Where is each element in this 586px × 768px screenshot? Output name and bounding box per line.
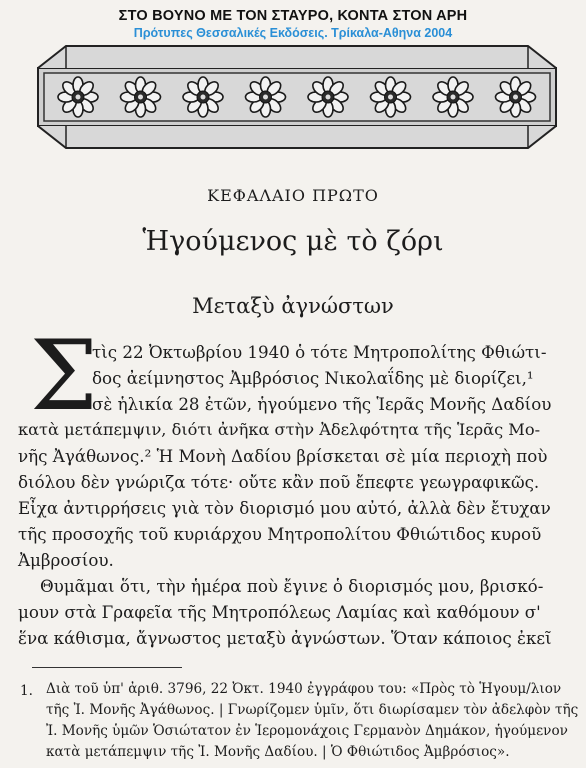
publisher-line: Πρότυπες Θεσσαλικές Εκδόσεις. Τρίκαλα-Αθηνα 2004: [133, 26, 453, 40]
rosette-ornament: [496, 77, 536, 117]
body-line: Θυμᾶμαι ὅτι, τὴν ἡμέρα ποὺ ἔγινε ὁ διορισμός μου, βρισκό-: [40, 576, 544, 596]
rosette-ornament: [433, 77, 473, 117]
body-line: νῆς Ἀγάθωνος.² Ἡ Μονὴ Δαδίου βρίσκεται σὲ μία περιοχὴ ποὺ: [18, 446, 548, 466]
section-title: Μεταξὺ ἀγνώστων: [192, 294, 394, 318]
footnote-line: κατὰ μετάπεμψιν τῆς Ἰ. Μονῆς Δαδίου. | Ὁ Φθιώτιδος Ἀμβρόσιος».: [46, 744, 510, 760]
footnote-line: Ἰ. Μονῆς ὑμῶν Ὁσιώτατον ἐν Ἱερομονάχοις Γερμανὸν Δημάκον, ἡγούμενον: [46, 723, 568, 739]
body-line: μουν στὰ Γραφεῖα τῆς Μητροπόλεως Λαμίας καὶ καθόμουν σ': [18, 602, 541, 622]
footnote-line: Διὰ τοῦ ὑπ' ἀριθ. 3796, 22 Ὀκτ. 1940 ἐγγράφου του: «Πρὸς τὸ Ἡγουμ/λιον: [46, 681, 562, 697]
rosette-ornament: [121, 77, 161, 117]
rosette-ornament: [183, 77, 223, 117]
rosette-ornament: [308, 77, 348, 117]
body-line: τῆς προσοχῆς τοῦ κυριάρχου Μητροπολίτου Φθιώτιδος κυροῦ: [18, 524, 542, 544]
chapter-label: ΚΕΦΑΛΑΙΟ ΠΡΩΤΟ: [207, 186, 379, 205]
drop-cap: Σ: [30, 320, 98, 432]
book-title: ΣΤΟ ΒΟΥΝΟ ΜΕ ΤΟΝ ΣΤΑΥΡΟ, ΚΟΝΤΑ ΣΤΟΝ ΑΡΗ: [118, 8, 468, 24]
body-line: διόλου δὲν γνώριζα τότε· οὔτε κἂν ποῦ ἔπεφτε γεωγραφικῶς.: [18, 472, 540, 492]
footnote-line: τῆς Ἰ. Μονῆς Ἀγάθωνος. | Γνωρίζομεν ὑμῖν, ὅτι διωρίσαμεν τὸν ἀδελφὸν τῆς: [46, 702, 579, 718]
body-line: τὶς 22 Ὀκτωβρίου 1940 ὁ τότε Μητροπολίτης Φθιώτι-: [92, 342, 547, 362]
rosette-ornament: [371, 77, 411, 117]
body-line: Εἶχα ἀντιρρήσεις γιὰ τὸν διορισμό μου αὐτό, ἀλλὰ δὲν ἔτυχαν: [18, 498, 551, 518]
body-line: κατὰ μετάπεμψιν, διότι ἀνῆκα στὴν Ἀδελφότητα τῆς Ἱερᾶς Μο-: [18, 420, 541, 439]
body-line: σὲ ἡλικία 28 ἐτῶν, ἡγούμενο τῆς Ἱερᾶς Μονῆς Δαδίου: [92, 394, 552, 414]
footnote-number: 1.: [20, 683, 33, 699]
rosette-frieze-ornament: [36, 42, 558, 152]
chapter-title: Ἡγούμενος μὲ τὸ ζόρι: [142, 226, 444, 257]
body-line: Ἀμβροσίου.: [18, 550, 114, 570]
body-line: δος ἀείμνηστος Ἀμβρόσιος Νικολαΐδης μὲ διορίζει,¹: [92, 368, 534, 388]
rosette-ornament: [58, 77, 98, 117]
footnote-divider: [32, 667, 182, 668]
rosette-ornament: [246, 77, 286, 117]
body-line: ἕνα κάθισμα, ἄγνωστος μεταξὺ ἀγνώστων. Ὅταν κάποιος ἐκεῖ: [18, 628, 552, 648]
